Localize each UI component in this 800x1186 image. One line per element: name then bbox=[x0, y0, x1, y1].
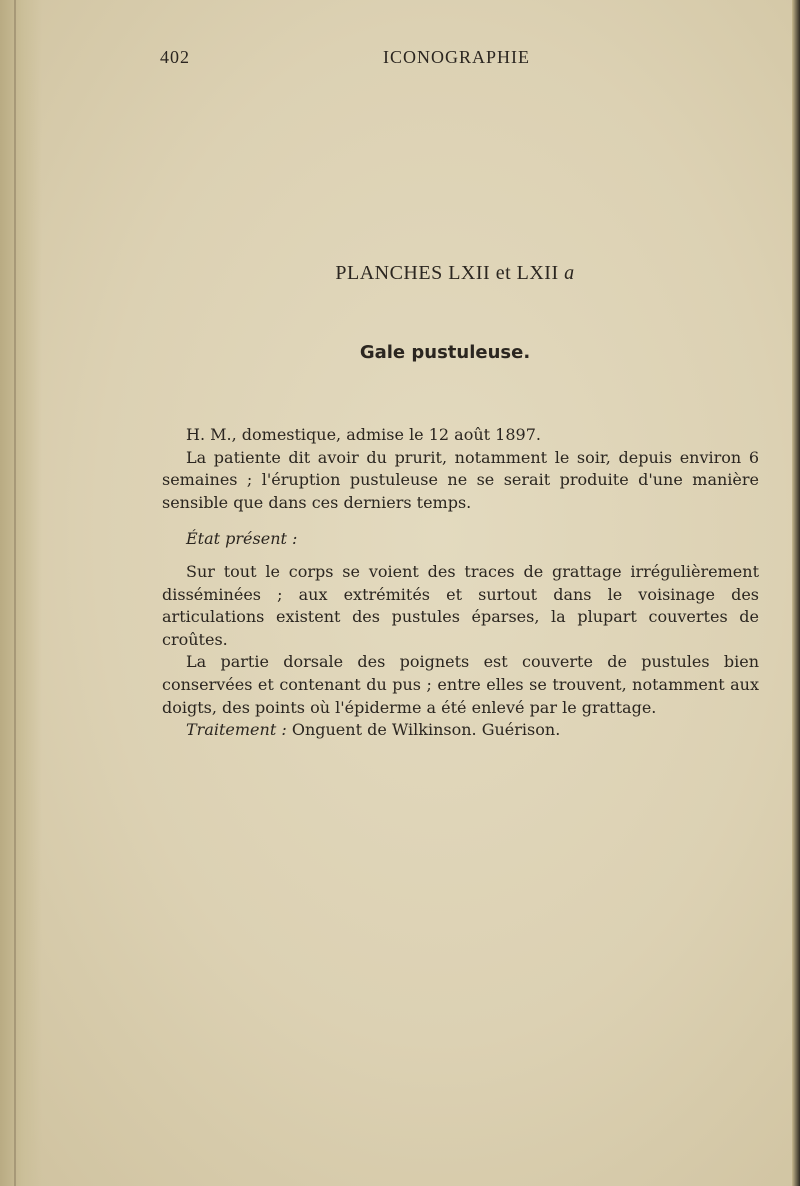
plate-title-main: PLANCHES LXII bbox=[335, 262, 491, 284]
paragraph-treatment bbox=[162, 719, 759, 742]
paragraph-findings: Sur tout le corps se voient des traces de grattage irrégulièrement disséminées ; aux extrémités et surtout dans le voisinage des articulations existent des pustules éparses, la plupart couvertes de croûtes. bbox=[162, 561, 759, 649]
state-heading: État présent : bbox=[186, 529, 298, 549]
plate-title-suffix: a bbox=[564, 262, 575, 284]
treatment-label: Traitement : bbox=[186, 720, 287, 740]
plate-title bbox=[0, 262, 800, 285]
paragraph-patient: H. M., domestique, admise le 12 août 1897. bbox=[186, 425, 541, 444]
binding-line bbox=[14, 0, 16, 1186]
paragraph-wrists: La partie dorsale des poignets est couverte de pustules bien conservées et contenant du pus ; entre elles se trouvent, notamment aux doigts, des points où l'épiderme a été enlevé par le grattage. bbox=[162, 652, 759, 717]
disease-title: Gale pustuleuse. bbox=[359, 342, 531, 363]
page-gutter-shadow bbox=[0, 0, 42, 1186]
running-head bbox=[160, 47, 720, 69]
running-title: ICONOGRAPHIE bbox=[383, 47, 530, 67]
paragraph-history: La patiente dit avoir du prurit, notamment le soir, depuis environ 6 semaines ; l'éruption pustuleuse ne se serait produite d'une manière sensible que dans ces derniers temps. bbox=[162, 447, 759, 512]
treatment-text: Onguent de Wilkinson. Guérison. bbox=[291, 720, 561, 740]
case-report bbox=[162, 424, 759, 742]
page-edge-shadow bbox=[792, 0, 800, 1186]
page-number: 402 bbox=[160, 47, 190, 67]
plate-title-conj: et LXII bbox=[495, 262, 559, 284]
